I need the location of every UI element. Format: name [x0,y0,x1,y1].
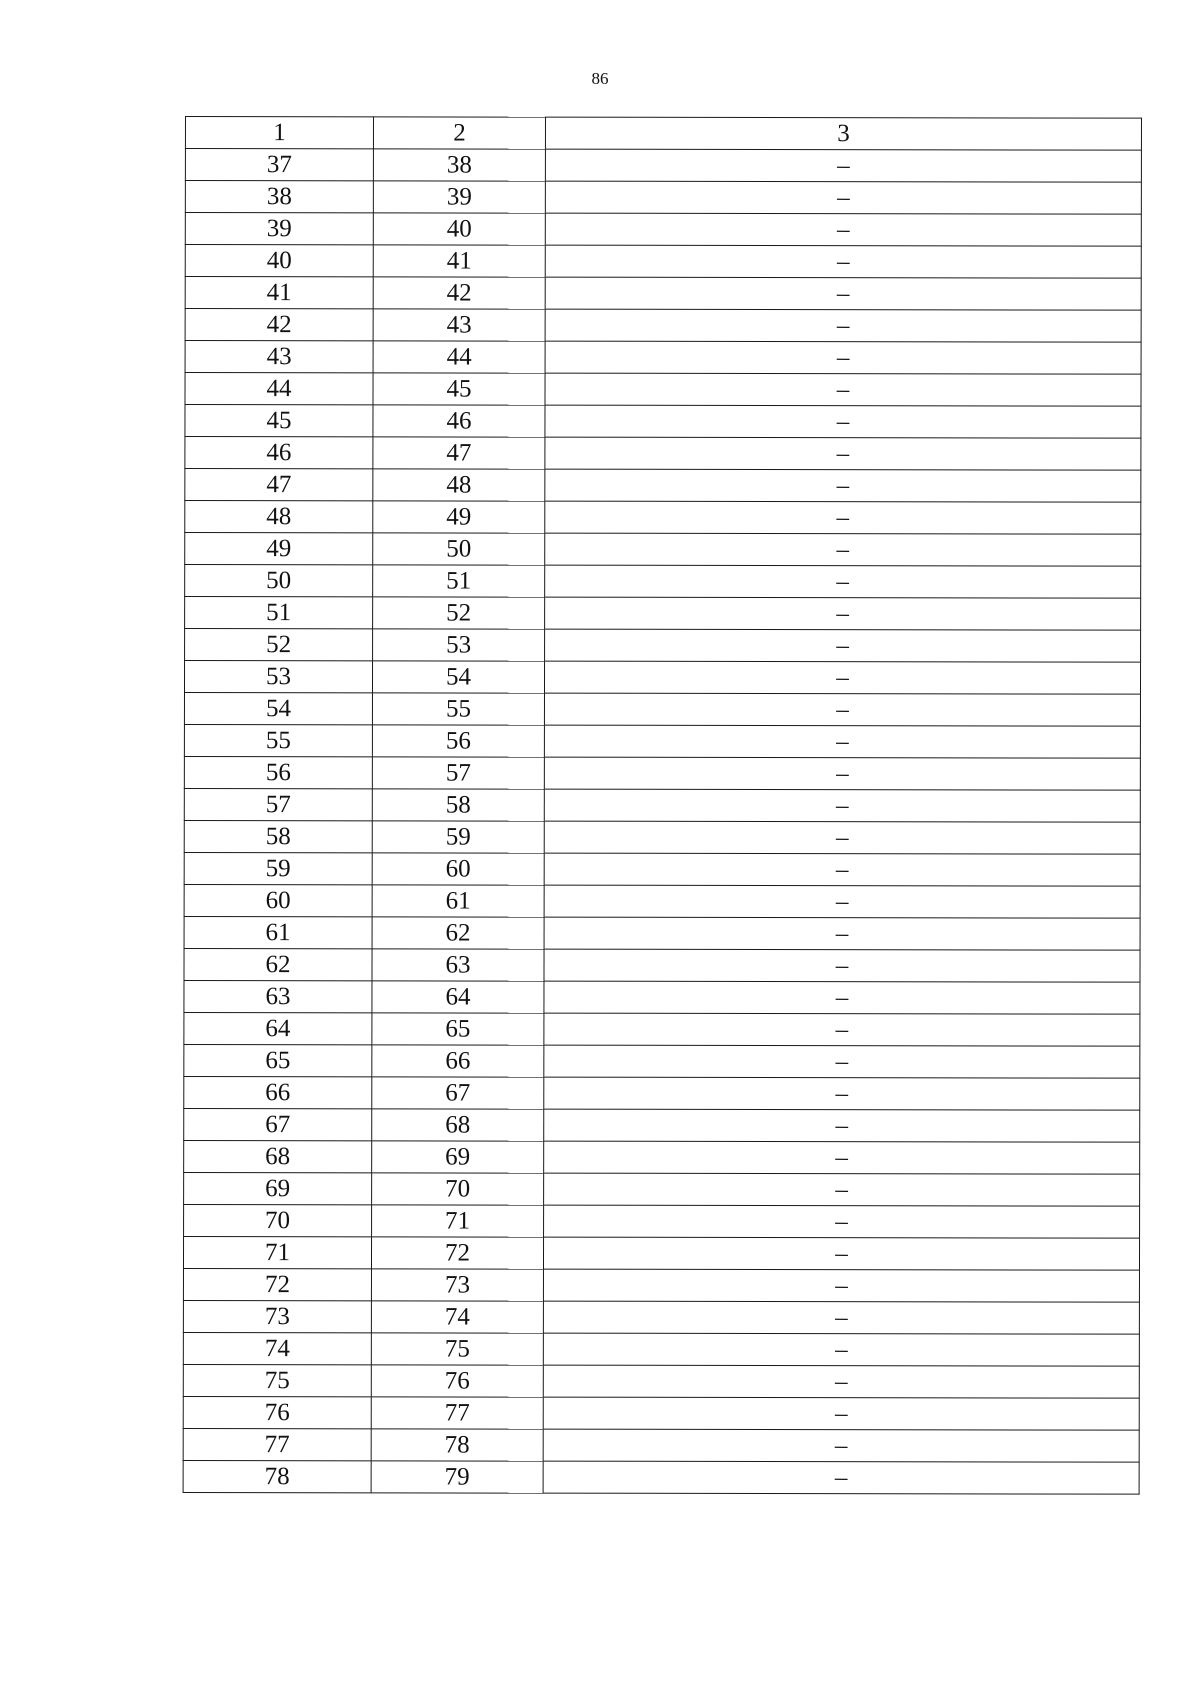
table-cell-col-3: – [545,341,1141,374]
table-row [185,565,1141,599]
table-cell-col-2: 50 [373,533,545,565]
table-cell-col-3: – [544,1173,1140,1206]
table-cell-col-1: 76 [183,1396,371,1428]
table-cell-col-3: – [544,693,1140,726]
table-cell-col-1: 56 [184,756,372,788]
table-cell-col-1: 54 [184,693,372,725]
table-cell-col-1: 64 [184,1012,372,1044]
table-row [184,788,1140,822]
table-cell-col-3: – [545,277,1141,310]
table-cell-col-3: – [544,789,1140,822]
table-cell-col-3: – [545,405,1141,438]
table-cell-col-1: 68 [184,1140,372,1172]
table-cell-col-1: 40 [185,245,373,277]
table-row [184,1076,1140,1110]
table-cell-col-1: 74 [183,1332,371,1364]
table-cell-col-3: – [544,853,1140,886]
table-cell-col-3: – [543,1237,1139,1270]
table-row [184,916,1140,950]
table-cell-col-3: – [544,885,1140,918]
table-cell-col-2: 62 [372,917,544,949]
table-cell-col-1: 39 [185,213,373,245]
column-number-3: 3 [545,117,1141,150]
table-cell-col-1: 52 [185,629,373,661]
table-cell-col-3: – [545,149,1141,182]
table-cell-col-2: 64 [372,981,544,1013]
table-cell-col-2: 75 [371,1333,543,1365]
table-row [183,1300,1139,1334]
column-number-1: 1 [185,117,373,149]
table-cell-col-2: 45 [373,373,545,405]
table-cell-col-1: 43 [185,341,373,373]
table-cell-col-2: 73 [371,1269,543,1301]
table-cell-col-1: 50 [185,565,373,597]
table-row [185,341,1141,375]
table-cell-col-2: 59 [372,821,544,853]
table-cell-col-2: 39 [373,181,545,213]
table-cell-col-3: – [543,1301,1139,1334]
table-cell-col-1: 63 [184,980,372,1012]
table-cell-col-3: – [545,181,1141,214]
table-cell-col-1: 65 [184,1044,372,1076]
table-cell-col-2: 61 [372,885,544,917]
table-row [183,1364,1139,1398]
table-cell-col-2: 56 [372,725,544,757]
table-body [183,117,1141,1495]
table-cell-col-2: 63 [372,949,544,981]
table-row [183,1236,1139,1270]
table-cell-col-3: – [545,597,1141,630]
table-cell-col-1: 67 [184,1108,372,1140]
table-cell-col-2: 76 [371,1365,543,1397]
table-cell-col-2: 78 [371,1429,543,1461]
table-cell-col-2: 40 [373,213,545,245]
table-row [185,469,1141,503]
table-row [185,501,1141,535]
table-cell-col-1: 55 [184,724,372,756]
table-row [183,1396,1139,1430]
table-row [185,373,1141,407]
table-cell-col-1: 45 [185,405,373,437]
table-cell-col-3: – [543,1269,1139,1302]
table-header-row [185,117,1141,151]
table-row [185,597,1141,631]
table-cell-col-3: – [544,981,1140,1014]
table-row [184,980,1140,1014]
table-row [184,1172,1140,1206]
table-cell-col-1: 38 [185,181,373,213]
table-cell-col-3: – [545,629,1141,662]
table-cell-col-2: 44 [373,341,545,373]
table-cell-col-1: 47 [185,469,373,501]
table-row [184,724,1140,758]
table-row [184,1204,1140,1238]
table-cell-col-1: 49 [185,533,373,565]
table-cell-col-1: 58 [184,820,372,852]
table-cell-col-3: – [544,949,1140,982]
table-row [184,1108,1140,1142]
table-cell-col-2: 72 [371,1237,543,1269]
table-cell-col-3: – [543,1365,1139,1398]
table-row [184,1012,1140,1046]
table-cell-col-3: – [545,373,1141,406]
table-cell-col-1: 53 [184,661,372,693]
table-cell-col-1: 72 [183,1268,371,1300]
table-cell-col-2: 58 [372,789,544,821]
table-cell-col-2: 42 [373,277,545,309]
table-cell-col-3: – [544,1109,1140,1142]
table-row [184,884,1140,918]
table-cell-col-3: – [544,1141,1140,1174]
table-cell-col-1: 61 [184,916,372,948]
table-cell-col-3: – [544,821,1140,854]
table-cell-col-3: – [545,533,1141,566]
table-cell-col-3: – [543,1397,1139,1430]
table-cell-col-1: 60 [184,884,372,916]
table-cell-col-3: – [544,757,1140,790]
table-cell-col-2: 47 [373,437,545,469]
table-cell-col-2: 65 [372,1013,544,1045]
column-number-2: 2 [373,117,545,149]
table-cell-col-2: 79 [371,1461,543,1493]
table-cell-col-3: – [544,725,1140,758]
table-cell-col-1: 59 [184,852,372,884]
table-row [184,693,1140,727]
table-cell-col-3: – [545,437,1141,470]
table-cell-col-1: 78 [183,1460,371,1492]
table-cell-col-2: 55 [372,693,544,725]
table-cell-col-2: 60 [372,853,544,885]
table-cell-col-2: 48 [373,469,545,501]
table-cell-col-2: 43 [373,309,545,341]
table-row [183,1332,1139,1366]
table-cell-col-3: – [544,1205,1140,1238]
table-cell-col-1: 48 [185,501,373,533]
table-cell-col-1: 41 [185,277,373,309]
table-cell-col-2: 70 [372,1173,544,1205]
table-cell-col-1: 37 [185,149,373,181]
table-cell-col-3: – [544,661,1140,694]
table-row [185,405,1141,439]
table-row [185,533,1141,567]
table-cell-col-1: 77 [183,1428,371,1460]
table-cell-col-2: 52 [373,597,545,629]
table-row [185,213,1141,247]
table-row [183,1268,1139,1302]
table-row [184,948,1140,982]
table-row [184,756,1140,790]
table-row [185,277,1141,311]
table-row [184,1044,1140,1078]
table-cell-col-2: 57 [372,757,544,789]
table-row [183,1428,1139,1462]
table-cell-col-2: 53 [373,629,545,661]
table-row [184,1140,1140,1174]
table-cell-col-1: 75 [183,1364,371,1396]
table-cell-col-1: 42 [185,309,373,341]
table-cell-col-1: 69 [184,1172,372,1204]
table-cell-col-1: 73 [183,1300,371,1332]
table-cell-col-2: 51 [373,565,545,597]
table-cell-col-3: – [545,469,1141,502]
table-row [185,149,1141,183]
table-cell-col-2: 77 [371,1397,543,1429]
table-cell-col-2: 66 [372,1045,544,1077]
table-cell-col-3: – [543,1333,1139,1366]
table-row [184,852,1140,886]
table-cell-col-1: 57 [184,788,372,820]
table-cell-col-2: 46 [373,405,545,437]
table-cell-col-2: 67 [372,1077,544,1109]
table-row [185,309,1141,343]
table-row [184,661,1140,695]
page-number: 86 [591,69,609,88]
table-cell-col-3: – [545,309,1141,342]
table-cell-col-1: 66 [184,1076,372,1108]
table-cell-col-1: 44 [185,373,373,405]
data-table [183,116,1142,1495]
table-cell-col-2: 49 [373,501,545,533]
table-cell-col-1: 71 [183,1236,371,1268]
table-cell-col-3: – [544,1013,1140,1046]
table-cell-col-2: 69 [372,1141,544,1173]
table-cell-col-3: – [545,213,1141,246]
table-cell-col-2: 54 [372,661,544,693]
table-row [185,629,1141,663]
table-cell-col-1: 70 [184,1204,372,1236]
table-cell-col-3: – [544,1045,1140,1078]
table-row [184,820,1140,854]
table-row [183,1460,1139,1494]
table-cell-col-1: 62 [184,948,372,980]
table-cell-col-3: – [544,917,1140,950]
table-cell-col-2: 38 [373,149,545,181]
table-cell-col-1: 46 [185,437,373,469]
table-cell-col-3: – [544,1077,1140,1110]
table-cell-col-2: 74 [371,1301,543,1333]
table-cell-col-3: – [545,245,1141,278]
table-cell-col-3: – [545,501,1141,534]
table-row [185,437,1141,471]
table-cell-col-2: 71 [372,1205,544,1237]
table-cell-col-2: 41 [373,245,545,277]
table-row [185,181,1141,215]
table-cell-col-1: 51 [185,597,373,629]
table-cell-col-3: – [543,1429,1139,1462]
table-cell-col-3: – [543,1461,1139,1494]
table-cell-col-3: – [545,565,1141,598]
table-row [185,245,1141,279]
table-cell-col-2: 68 [372,1109,544,1141]
